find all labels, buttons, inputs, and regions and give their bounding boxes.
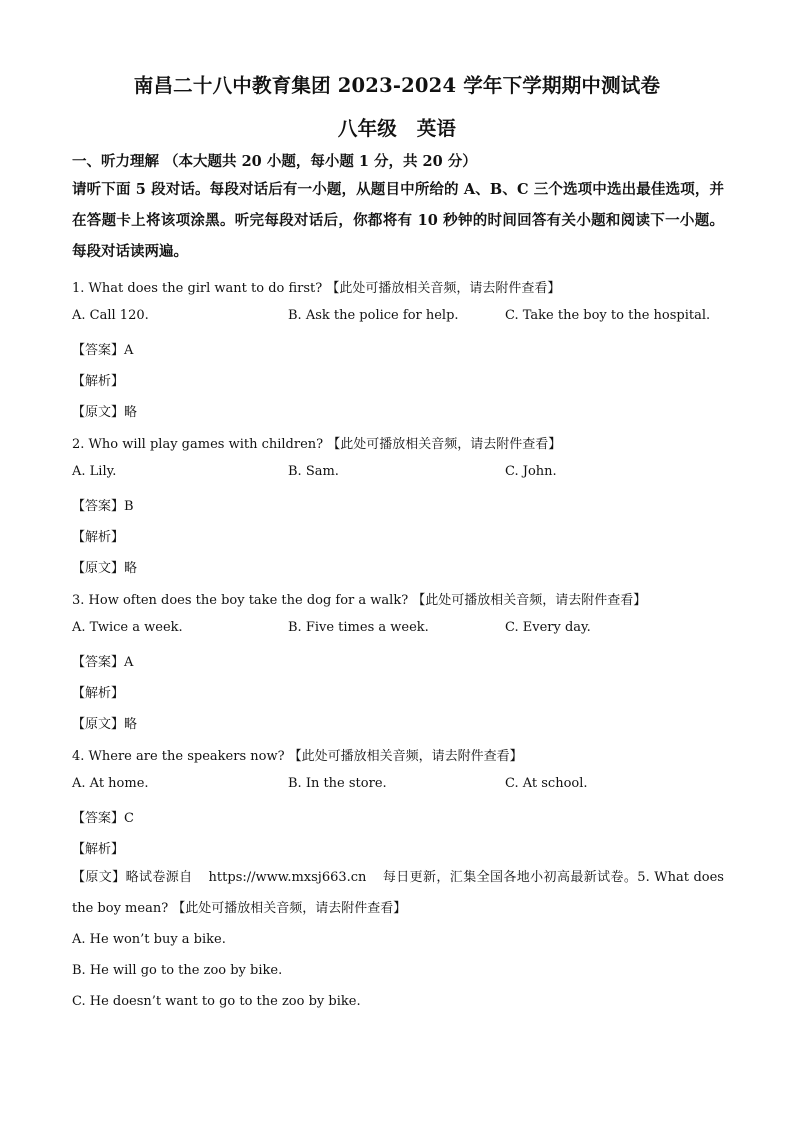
question-5-option-c: C. He doesn’t want to go to the zoo by bike. [72, 994, 361, 1009]
answer-label: 【答案】 [72, 499, 125, 514]
original-value: 略 [124, 405, 138, 420]
answer-label: 【答案】 [72, 655, 125, 670]
question-4-option-a: A. At home. [72, 776, 149, 791]
question-1-original [72, 401, 137, 420]
answer-label: 【答案】 [72, 343, 125, 358]
exam-title: 南昌二十八中教育集团 2023-2024 学年下学期期中测试卷 [133, 74, 661, 97]
section-heading: 一、听力理解 （本大题共 20 小题，每小题 1 分，共 20 分） [72, 153, 477, 170]
question-1-option-b: B. Ask the police for help. [288, 308, 459, 323]
question-1-answer [72, 339, 133, 358]
answer-value: A [124, 655, 134, 670]
question-2-answer [72, 495, 134, 514]
original-value: 略 [124, 717, 138, 732]
question-4-answer [72, 807, 134, 826]
question-4-original-and-question-5-stem [72, 862, 724, 924]
answer-label: 【答案】 [72, 811, 125, 826]
original-label: 【原文】 [72, 405, 125, 420]
original-label: 【原文】 [72, 561, 125, 576]
question-4-option-b: B. In the store. [288, 776, 387, 791]
question-4-option-c: C. At school. [505, 776, 588, 791]
question-3-stem: 3. How often does the boy take the dog for a walk? 【此处可播放相关音频，请去附件查看】 [72, 593, 647, 608]
question-2-option-b: B. Sam. [288, 464, 339, 479]
source-note: 略试卷源自 [125, 870, 193, 885]
section-instructions: 请听下面 5 段对话。每段对话后有一小题，从题目中所给的 A、B、C 三个选项中选出最佳选项，并在答题卡上将该项涂黑。听完每段对话后，你都将有 10 秒钟的时间回答有关小题和阅读下一小题。每段对话读两遍。 [72, 181, 724, 260]
question-2-analysis: 【解析】 [72, 530, 125, 545]
question-5-option-a: A. He won’t buy a bike. [72, 932, 226, 947]
original-label: 【原文】 [72, 717, 125, 732]
question-1-stem: 1. What does the girl want to do first? 【此处可播放相关音频，请去附件查看】 [72, 281, 561, 296]
question-1-option-c: C. Take the boy to the hospital. [505, 308, 711, 323]
question-2-option-c: C. John. [505, 464, 557, 479]
question-3-answer [72, 651, 133, 670]
question-5-option-b: B. He will go to the zoo by bike. [72, 963, 283, 978]
question-4-stem: 4. Where are the speakers now? 【此处可播放相关音频，请去附件查看】 [72, 749, 523, 764]
question-5-stem: 每日更新，汇集全国各地小初高最新试卷。5. What does the boy mean? 【此处可播放相关音频，请去附件查看】 [72, 870, 724, 916]
question-2-original [72, 557, 137, 576]
exam-subtitle: 八年级 英语 [337, 117, 457, 140]
original-value: 略 [124, 561, 138, 576]
answer-value: C [124, 811, 134, 826]
question-2-option-a: A. Lily. [72, 464, 117, 479]
question-3-option-b: B. Five times a week. [288, 620, 429, 635]
question-3-original [72, 713, 137, 732]
question-3-option-c: C. Every day. [505, 620, 591, 635]
original-label: 【原文】 [72, 870, 126, 885]
source-url: https://www.mxsj663.cn [208, 870, 367, 885]
question-3-analysis: 【解析】 [72, 686, 125, 701]
answer-value: A [124, 343, 134, 358]
question-1-option-a: A. Call 120. [72, 308, 149, 323]
question-3-option-a: A. Twice a week. [72, 620, 183, 635]
question-1-analysis: 【解析】 [72, 374, 125, 389]
question-2-stem: 2. Who will play games with children? 【此处可播放相关音频，请去附件查看】 [72, 437, 562, 452]
answer-value: B [124, 499, 134, 514]
question-4-analysis: 【解析】 [72, 842, 125, 857]
